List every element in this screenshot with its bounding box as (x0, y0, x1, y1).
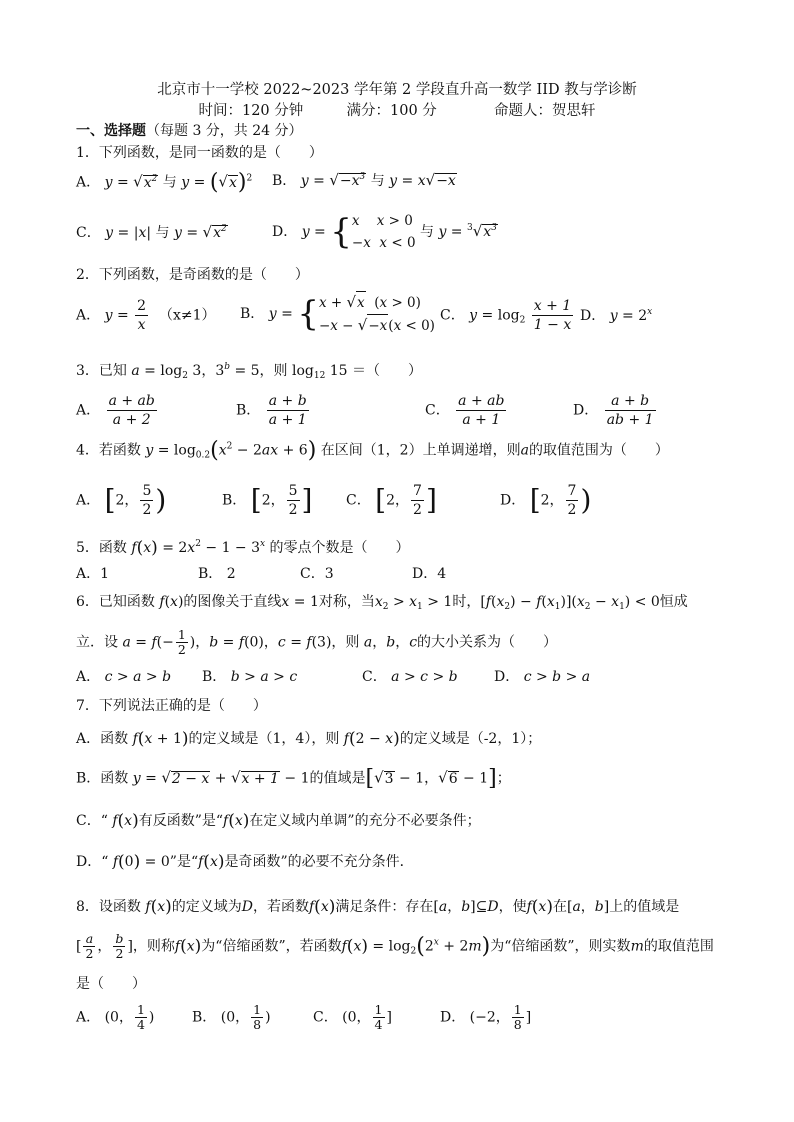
q8-l1-mid3: 满足条件：存在 (335, 899, 434, 915)
q4-a-label: A． (76, 492, 101, 509)
q5-stem: 5．函数 $f(x) = 2x^2 - 1 - 3^x$ 的零点个数是（ ） (76, 538, 410, 558)
q2-option-c: C． $y = \log_2$ $\frac{x + 1}{1 - x}$ (440, 298, 572, 333)
q7-a-post: 的定义域是（-2，1）； (399, 731, 542, 747)
q7-c-post: 在定义域内单调”的充分不必要条件； (249, 813, 481, 829)
q8-line3: 是（ ） (76, 976, 146, 992)
q4-stem-pre: 4．若函数 (76, 442, 141, 459)
q7-option-c: C．“ f(x)有反函数”是“f(x)在定义域内单调”的充分不必要条件； (76, 811, 481, 831)
q4-b-label: B． (222, 492, 247, 509)
q7-option-a: A．函数 f(x + 1)的定义域是（1，4），则 f(2 − x)的定义域是（-2，1）； (76, 729, 542, 749)
q6-l1-mid2: 对称，当 (318, 594, 375, 610)
q6-a-label: A． (76, 669, 101, 685)
q7-stem: 7．下列说法正确的是（ ） (76, 698, 267, 714)
q1-a-and: 与 (162, 174, 177, 191)
q8-line1: 8．设函数 f(x)的定义域为D，若函数f(x)满足条件：存在[a，b]⊆D，使f(x)在[a，b]上的值域是 (76, 897, 680, 917)
q4-stem-mid: 在区间（1，2）上单调递增，则 (320, 442, 521, 459)
q1-b-label: B． (272, 173, 297, 189)
q2-b-label: B． (240, 306, 265, 322)
section-heading (76, 120, 303, 140)
q7-d-post: 是奇函数”的必要不充分条件． (224, 854, 414, 870)
q3-b-label: B． (236, 402, 261, 419)
q6-option-b: B． b > a > c (202, 669, 298, 685)
q6-l1-post: 恒成 (659, 594, 688, 610)
q4-stem-post: 的取值范围为（ ） (528, 442, 669, 459)
q7-b-post: ； (496, 770, 511, 787)
q7-option-d: D．“ f(0) = 0”是“f(x)是奇函数”的必要不充分条件． (76, 852, 414, 872)
q3-option-b: B． $\frac{a + b}{a + 1}$ (236, 393, 307, 428)
q3-stem-post: ＝（ ） (352, 363, 423, 379)
q8-option-a: A． (0， $\frac{1}{4}$ ) (76, 1002, 155, 1032)
q7-d-mid: ”是“ (169, 854, 199, 870)
q6-option-c: C． a > c > b (362, 669, 458, 685)
q4-d-label: D． (500, 492, 526, 509)
q4-option-b: B． [2， $\frac{5}{2}$ ] (222, 483, 313, 518)
q4-c-label: C． (346, 492, 371, 509)
q1-d-label: D． (272, 224, 298, 240)
q3-option-a: A． $\frac{a + ab}{a + 2}$ (76, 393, 155, 428)
q8-l1-mid5: 在 (552, 899, 567, 915)
q8-l1-post: 上的值域是 (609, 899, 680, 915)
q6-c-label: C． (362, 669, 387, 685)
q8-a-label: A． (76, 1009, 101, 1026)
q3-stem: 3．已知 $a = \log_2 3$，$3^b = 5$，则 $\log_{12} 15$ ＝（ ） (76, 362, 423, 381)
q7-b-mid: 的值域是 (309, 770, 366, 787)
exam-meta (0, 99, 794, 120)
section-note: （每题 3 分，共 24 分） (146, 123, 303, 139)
q8-l2-end: 的取值范围 (643, 938, 714, 955)
q1-a-label: A． (76, 174, 101, 191)
q7-c-pre: C．“ (76, 813, 108, 829)
q1-stem: 1．下列函数，是同一函数的是（ ） (76, 145, 323, 161)
q6-d-label: D． (494, 669, 520, 685)
q6-l2-pre: 立．设 (76, 634, 118, 651)
q3-d-label: D． (573, 402, 599, 419)
q4-stem: 4．若函数 $y = \log_{0.2}(x^2 - 2ax + 6)$ 在区间（1，2）上单调递增，则a的取值范围为（ ） (76, 438, 669, 463)
section-title: 一、选择题 (76, 123, 146, 139)
exam-score: 满分：100 分 (346, 103, 437, 119)
q5-option-d: D．4 (412, 566, 447, 582)
q8-option-b: B． (0， $\frac{1}{8}$ ) (192, 1002, 271, 1032)
exam-author: 命题人：贺思轩 (494, 103, 596, 119)
q8-line2: [ $\frac{a}{2}$ ， $\frac{b}{2}$ ]，则称f(x)为“倍缩函数”，若函数$f(x) = \log_2(2^x + 2m)$为“倍缩函数”，则实数m的取值范围 (76, 931, 714, 961)
q3-option-d: D． $\frac{a + b}{ab + 1}$ (573, 393, 654, 428)
q8-l2-mid2: 为“倍缩函数”，若函数 (201, 938, 342, 955)
q2-d-label: D． (580, 308, 606, 324)
q6-b-label: B． (202, 669, 227, 685)
q6-option-a: A． c > a > b (76, 669, 172, 685)
q4-option-c: C． [2， $\frac{7}{2}$ ] (346, 483, 437, 518)
q6-l1-mid: 的图像关于直线 (183, 594, 282, 610)
q8-l1-pre: 8．设函数 (76, 899, 141, 915)
q5-option-c: C．3 (300, 566, 334, 582)
q6-line1: 6．已知函数 f(x)的图像关于直线x = 1对称，当$x_2 > x_1 > 1$时，$[f(x_2) - f(x_1)](x_2 - x_1) < 0$恒成 (76, 594, 688, 612)
q3-stem-pre: 3．已知 (76, 363, 127, 379)
q5-option-b: B． 2 (198, 566, 236, 582)
q8-d-label: D． (440, 1009, 466, 1026)
q7-option-b: B．函数 y = √2 − x + √x + 1 − 1的值域是[√3 − 1，√6 − 1]； (76, 766, 511, 791)
q1-b-and: 与 (370, 173, 385, 189)
q8-l2-post: 为“倍缩函数”，则实数 (490, 938, 631, 955)
q1-option-b: B． $y = √-x^3$ 与 y = x√−x (272, 171, 456, 189)
q6-l1-mid3: 时， (452, 594, 481, 610)
q7-a-mid: 的定义域是（1，4），则 (188, 731, 340, 747)
q2-a-label: A． (76, 307, 101, 324)
q2-c-label: C． (440, 307, 465, 324)
q4-option-d: D． [2， $\frac{7}{2}$ ) (500, 483, 592, 518)
q5-stem-pre: 5．函数 (76, 540, 127, 556)
q3-option-c: C． $\frac{a + ab}{a + 1}$ (425, 393, 505, 428)
q7-b-pre: B．函数 (76, 770, 129, 787)
q6-l1-pre: 6．已知函数 (76, 594, 155, 610)
q7-a-pre: A．函数 (76, 731, 129, 747)
q1-d-and: 与 (419, 224, 434, 240)
q1-c-label: C． (76, 225, 101, 241)
q2-a-cond: （x≠1） (158, 307, 216, 324)
q2-option-b: B． y = { x + √x (x > 0) −x − √−x(x < 0) (240, 291, 435, 337)
q1-c-and: 与 (155, 225, 170, 241)
q8-c-label: C． (313, 1009, 338, 1026)
q3-a-label: A． (76, 402, 101, 419)
q2-option-d: D． $y = 2^x$ (580, 307, 653, 324)
q7-c-mid: 有反函数”是“ (138, 813, 224, 829)
q1-option-d: D． y = { x x > 0 −x x < 0 与 $y = ^3√x^3$ (272, 212, 497, 252)
q4-option-a: A． [2， $\frac{5}{2}$ ) (76, 483, 167, 518)
q1-option-c: C． y = |x| 与 $y = √x^2$ (76, 223, 227, 241)
q6-l2-post: 的大小关系为（ ） (417, 634, 558, 651)
q8-l1-mid: 的定义域为 (171, 899, 242, 915)
q3-c-label: C． (425, 402, 450, 419)
q6-line2: 立．设 a = f(− $\frac{1}{2}$ )，b = f(0)，c = f(3)，则 a，b，c的大小关系为（ ） (76, 627, 558, 657)
exam-title: 北京市十一学校 2022~2023 学年第 2 学段直升高一数学 IID 教与学诊断 (157, 82, 637, 98)
exam-time: 时间：120 分钟 (198, 103, 304, 119)
q5-stem-post: 的零点个数是（ ） (269, 540, 410, 556)
q8-l2-mid: ，则称 (132, 938, 175, 955)
q8-b-label: B． (192, 1009, 217, 1026)
q8-option-c: C． (0， $\frac{1}{4}$ ] (313, 1002, 392, 1032)
q2-option-a: A． y = $\frac{2}{x}$ （x≠1） (76, 298, 216, 333)
q6-option-d: D． c > b > a (494, 669, 591, 685)
q5-option-a: A．1 (76, 566, 110, 582)
q1-option-a: A． $y = √x^2$ 与 $y = (√x)^2$ (76, 170, 253, 195)
q8-option-d: D． (−2， $\frac{1}{8}$ ] (440, 1002, 532, 1032)
q8-l1-mid2: ，若函数 (252, 899, 309, 915)
q2-stem: 2．下列函数，是奇函数的是（ ） (76, 267, 309, 283)
q7-d-pre: D．“ (76, 854, 109, 870)
q8-l1-mid4: ，使 (498, 899, 527, 915)
